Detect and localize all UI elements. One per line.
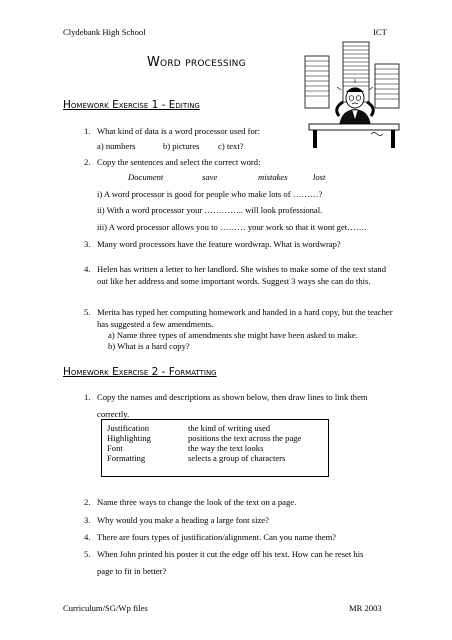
- page-title: Word processing: [147, 55, 246, 70]
- school-name: Clydebank High School: [63, 27, 146, 37]
- term-name: Justification: [107, 423, 150, 433]
- term-name: Formatting: [107, 453, 146, 463]
- subject-label: ICT: [373, 27, 387, 37]
- question-text: There are fours types of justification/alignment. Can you name them?: [97, 532, 337, 542]
- question-number: 4.: [84, 264, 91, 274]
- term-description: positions the text across the page: [188, 433, 302, 443]
- section-heading-editing: Homework Exercise 1 - Editing: [63, 99, 200, 111]
- footer-date: MR 2003: [349, 603, 382, 613]
- word-choice: mistakes: [258, 172, 288, 182]
- term-name: Highlighting: [107, 433, 151, 443]
- question-number: 5.: [84, 549, 91, 559]
- term-description: the way the text looks: [188, 443, 264, 453]
- question-number: 3.: [84, 515, 91, 525]
- question-text: Helen has written a letter to her landlord. She wishes to make some of the text stand out like her address and some important words. Suggest 3 ways she can do this.: [97, 264, 387, 286]
- sub-question: a) Name three types of amendments she might have been asked to make.: [108, 330, 358, 340]
- sentence-item: iii) A word processor allows you to ……… your work so that it wont get…….: [97, 222, 367, 232]
- question-number: 3.: [84, 239, 91, 249]
- word-choice: Document: [128, 172, 164, 182]
- option-pictures: b) pictures: [163, 141, 200, 151]
- word-choice: lost: [313, 172, 326, 182]
- word-choice: save: [202, 172, 218, 182]
- footer-path: Curriculum/SG/Wp files: [63, 603, 148, 613]
- question-number: 1.: [84, 126, 91, 136]
- question-text: Many word processors have the feature wordwrap. What is wordwrap?: [97, 239, 341, 249]
- sentence-item: ii) With a word processor your ………….. will look professional.: [97, 205, 323, 215]
- sub-question: b) What is a hard copy?: [108, 341, 190, 351]
- section-heading-formatting: Homework Exercise 2 - Formatting: [63, 366, 217, 378]
- question-text: What kind of data is a word processor used for:: [97, 126, 260, 136]
- question-text: Merita has typed her computing homework and handed in a hard copy, but the teacher has suggested a few amendments.: [97, 307, 393, 329]
- question-text: When John printed his poster it cut the edge off his text. How can he reset his: [97, 549, 364, 559]
- term-name: Font: [107, 443, 123, 453]
- question-number: 2.: [84, 157, 91, 167]
- question-text: Copy the sentences and select the correct word:: [97, 157, 261, 167]
- option-text: c) text?: [218, 141, 244, 151]
- question-number: 1.: [84, 392, 91, 402]
- question-text: Name three ways to change the look of the text on a page.: [97, 497, 297, 507]
- term-description: selects a group of characters: [188, 453, 286, 463]
- question-text-cont: page to fit in better?: [97, 566, 167, 576]
- question-text: Why would you make a heading a large font size?: [97, 515, 269, 525]
- option-numbers: a) numbers: [97, 141, 136, 151]
- question-text: Copy the names and descriptions as shown below, then draw lines to link them: [97, 392, 368, 402]
- question-number: 2.: [84, 497, 91, 507]
- sentence-item: i) A word processor is good for people who make lots of ………?: [97, 189, 323, 199]
- office-worker-clipart: [303, 38, 403, 150]
- question-text-cont: correctly.: [97, 409, 130, 419]
- question-number: 5.: [84, 307, 91, 317]
- question-number: 4.: [84, 532, 91, 542]
- term-description: the kind of writing used: [188, 423, 271, 433]
